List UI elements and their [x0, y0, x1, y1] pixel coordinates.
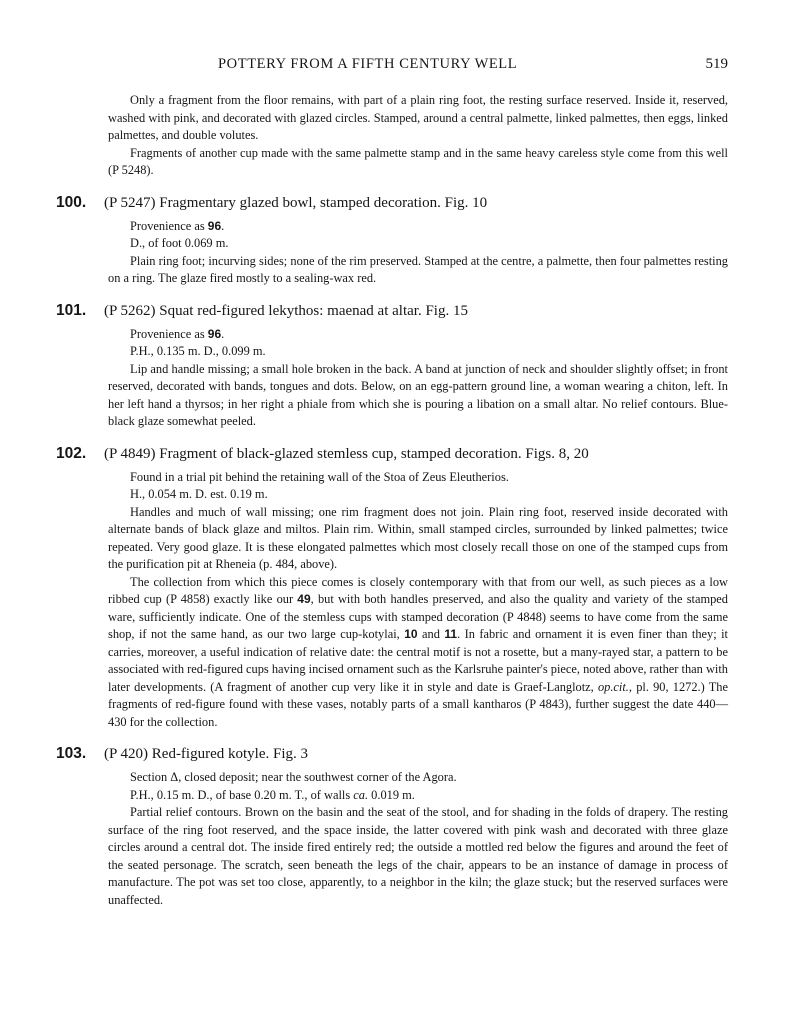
entry-102-discussion-b: , but with both handles preserved, and also the quality and variety of the stamped ware, sufficiently indicate. One of the stemless cups with stamped decoration (P 4848) seems to have come from the same shop, if not the same hand, as our two large cup-kotylai, [108, 592, 728, 641]
entry-100-prov-ref: 96 [207, 218, 222, 233]
entry-103-number: 103. [56, 745, 87, 762]
entry-100-dimensions: D., of foot 0.069 m. [130, 236, 229, 250]
entry-102-dimensions: H., 0.054 m. D. est. 0.19 m. [130, 487, 268, 501]
entry-102-title: (P 4849) Fragment of black-glazed stemless cup, stamped decoration. Figs. 8, 20 [104, 445, 589, 462]
entry-100-title: (P 5247) Fragmentary glazed bowl, stamped decoration. Fig. 10 [104, 194, 488, 211]
entry-103-dims-a: P.H., 0.15 m. D., of base 0.20 m. T., of walls [130, 787, 351, 802]
entry-101-heading [56, 301, 728, 321]
entry-101-prov-ref: 96 [207, 326, 222, 341]
entry-101-number: 101. [56, 301, 87, 319]
entry-102-heading [56, 444, 728, 464]
entry-101-prov-label: Provenience as [130, 326, 205, 341]
entry-102-discussion-d: , pl. 90, 1272.) The fragments of red-figure found with these vases, notably parts of a small kantharos (P 4843), further suggest the date 440—430 for the collection. [108, 679, 728, 729]
entry-102-number: 102. [56, 444, 87, 462]
entry-100-description: Plain ring foot; incurving sides; none of the rim preserved. Stamped at the centre, a palmette, then four palmettes resting on a ring. The glaze fired mostly to a sealing-wax red. [108, 253, 728, 285]
intro-paragraph-1: Only a fragment from the floor remains, with part of a plain ring foot, the resting surface reserved. Inside it, reserved, washed with pink, and decorated with glazed circles. Stamped, around a central palmette, linked palmettes, then eggs, linked palmettes, and double volutes. [108, 93, 728, 142]
entry-102-citation: op.cit. [597, 679, 629, 694]
entry-103-heading [56, 744, 728, 764]
entry-102-ref-49: 49 [297, 592, 311, 606]
entry-102-discussion-a: The collection from which this piece comes is closely contemporary with that from our well, as such pieces as a low ribbed cup (P 4858) exactly like our [108, 574, 728, 606]
entry-102-discussion [108, 574, 728, 732]
header-title: POTTERY FROM A FIFTH CENTURY WELL [218, 56, 518, 72]
page-body [56, 92, 728, 909]
entry-101-dimensions: P.H., 0.135 m. D., 0.099 m. [130, 344, 266, 358]
intro-paragraph-2: Fragments of another cup made with the same palmette stamp and in the same heavy careless style come from this well (P 5248). [108, 145, 728, 177]
entry-102-findspot: Found in a trial pit behind the retaining wall of the Stoa of Zeus Eleutherios. [130, 469, 509, 484]
page-number: 519 [705, 56, 728, 72]
entry-102-discussion-c: . In fabric and ornament it is even finer than they; it carries, moreover, a useful indication of relative date: the central motif is not a rosette, but a many-rayed star, a pattern to be associated with red-figured cups having incised ornament such as the Karlsruhe painter's piece, noted above, rather than with later developments. (A fragment of another cup very like it in style and date is Graef-Langlotz, [108, 627, 728, 694]
entry-102-discussion-and: and [422, 627, 440, 641]
entry-101-title: (P 5262) Squat red-figured lekythos: maenad at altar. Fig. 15 [104, 302, 468, 319]
entry-102-ref-11: 11 [444, 627, 458, 641]
entry-101-description: Lip and handle missing; a small hole broken in the back. A band at junction of neck and shoulder slightly offset; in front reserved, decorated with bands, tongues and dots. Below, on an egg-pattern ground line, a woman wearing a chiton, left. In her left hand a thyrsos; in her right a phiale from which she is pouring a libation on a small altar. No relief contours. Blue-black glaze somewhat peeled. [108, 361, 728, 428]
running-header [108, 56, 728, 76]
entry-100-prov-end: . [221, 218, 225, 233]
entry-103-dims-ca: ca. [353, 787, 369, 802]
entry-101-provenience [108, 326, 728, 344]
entry-101-prov-end: . [221, 326, 225, 341]
entry-103-dims-b: 0.019 m. [371, 787, 415, 802]
entry-100-provenience [108, 218, 728, 236]
entry-100-prov-label: Provenience as [130, 218, 205, 233]
entry-103-title: (P 420) Red-figured kotyle. Fig. 3 [104, 746, 309, 762]
entry-103-dimensions [108, 787, 728, 805]
entry-102-ref-10: 10 [404, 627, 418, 641]
entry-103-findspot: Section Δ, closed deposit; near the southwest corner of the Agora. [130, 770, 457, 784]
entry-102-description: Handles and much of wall missing; one rim fragment does not join. Plain ring foot, reserved inside decorated with alternate bands of black glaze and miltos. Plain rim. Within, small stamped circles, surrounded by linked palmettes; twice repeated. Very good glaze. It is these elongated palmettes which most closely recall those on one of the stamped cups from the purification pit at Rheneia (p. 484, above). [108, 504, 728, 571]
entry-100-heading [56, 193, 728, 213]
entry-103-description: Partial relief contours. Brown on the basin and the seat of the stool, and for shading in the folds of drapery. The resting surface of the ring foot reserved, and the space inside, the latter covered with pink wash and decorated with three glaze circles around a central dot. The inside fired entirely red; the outside a mottled red below the figures and around the feet of the seated personage. The scratch, seen beneath the legs of the chair, appears to be an instance of damage in process of manufacture. The pot was set too close, apparently, to a neighbor in the kiln; the glaze stuck; but the reserved surfaces were unaffected. [108, 805, 728, 907]
entry-100-number: 100. [56, 193, 87, 211]
